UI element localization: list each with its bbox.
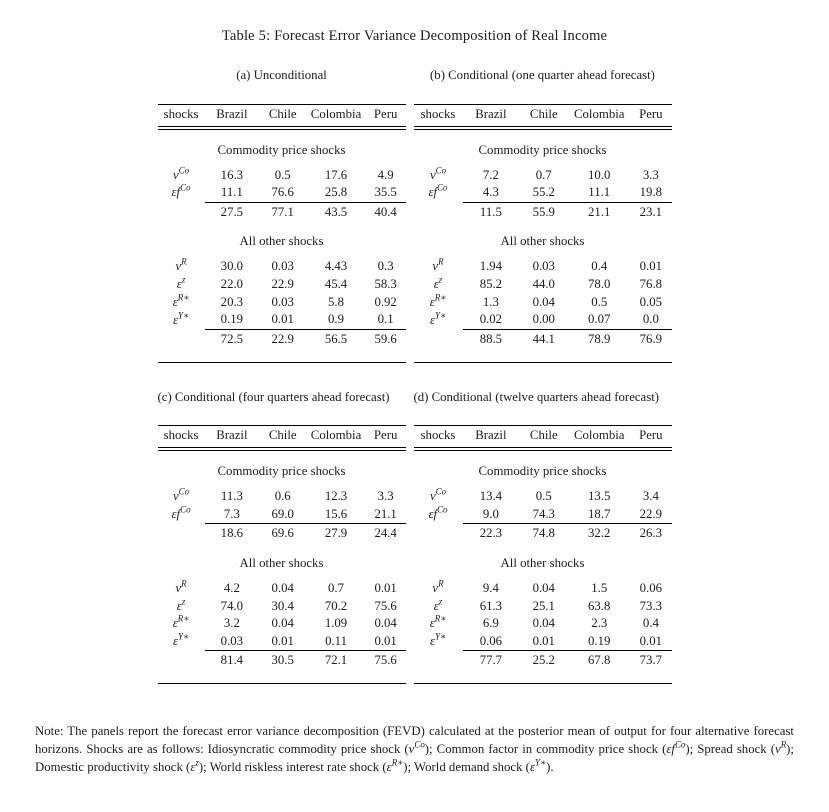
value-cell: 0.04 <box>532 616 555 631</box>
value-cell: 0.05 <box>639 294 663 309</box>
country-column-header: Chile <box>519 104 568 128</box>
shocks-column-header: shocks <box>158 426 205 450</box>
shock-symbol: $\nu^R$ <box>175 257 187 274</box>
section-header: Commodity price shocks <box>217 142 346 157</box>
shock-label <box>158 258 205 276</box>
panel-b <box>414 67 672 363</box>
value-cell: 0.01 <box>639 259 663 274</box>
value-cell: 44.0 <box>532 277 555 292</box>
shock-label <box>414 633 463 651</box>
shock-symbol: $\nu^{Co}$ <box>429 165 447 182</box>
shock-symbol: $\varepsilon f^{Co}$ <box>171 183 191 200</box>
value-cell: 35.5 <box>374 185 397 200</box>
value-cell: 0.06 <box>639 580 663 595</box>
shock-label <box>158 167 205 185</box>
value-cell: 0.06 <box>479 633 503 648</box>
value-cell: 0.02 <box>479 312 503 327</box>
value-cell: 11.1 <box>588 185 611 200</box>
value-cell: 75.6 <box>374 598 397 613</box>
value-cell: 0.11 <box>325 633 347 648</box>
value-cell: 4.3 <box>482 185 499 200</box>
table-bottom-spacer <box>414 670 672 684</box>
note-shock-symbol: $\varepsilon^{Y∗}$ <box>529 758 547 775</box>
shock-row <box>158 167 406 185</box>
total-cell: 27.9 <box>306 524 366 543</box>
value-cell: 1.94 <box>479 259 503 274</box>
value-cell: 18.7 <box>588 506 611 521</box>
value-cell: 0.92 <box>374 294 397 309</box>
value-cell: 0.07 <box>588 312 611 327</box>
shock-symbol: $\varepsilon^z$ <box>433 596 443 613</box>
totals-label-spacer <box>414 329 463 348</box>
total-cell: 44.1 <box>519 329 568 348</box>
section-header-row <box>158 543 406 580</box>
total-cell: 27.5 <box>205 202 260 221</box>
shock-label <box>158 615 205 633</box>
value-cell: 3.2 <box>223 616 240 631</box>
total-cell: 77.7 <box>463 651 520 670</box>
shock-label <box>414 506 463 524</box>
value-cell: 0.01 <box>374 633 397 648</box>
value-cell: 3.3 <box>377 489 394 504</box>
value-cell: 78.0 <box>588 277 611 292</box>
country-column-header: Chile <box>519 426 568 450</box>
shock-row <box>158 506 406 524</box>
shock-label <box>414 294 463 312</box>
total-cell: 59.6 <box>366 329 406 348</box>
shock-row <box>414 598 672 616</box>
total-cell: 77.1 <box>259 202 306 221</box>
shock-label <box>158 276 205 294</box>
totals-row <box>414 651 672 670</box>
totals-label-spacer <box>414 524 463 543</box>
shock-row <box>158 615 406 633</box>
note-shock-symbol: $\varepsilon^{R∗}$ <box>386 758 404 775</box>
value-cell: 0.9 <box>328 312 345 327</box>
section-header-row <box>414 128 672 167</box>
table-bottom-spacer <box>158 349 406 363</box>
section-header: All other shocks <box>500 234 585 249</box>
value-cell: 21.1 <box>374 506 397 521</box>
value-cell: 73.3 <box>639 598 663 613</box>
total-cell: 69.6 <box>259 524 306 543</box>
fevd-table <box>414 104 672 363</box>
section-header: All other shocks <box>239 234 324 249</box>
value-cell: 25.1 <box>532 598 555 613</box>
shock-symbol: $\varepsilon^{Y∗}$ <box>429 631 447 649</box>
fevd-table <box>414 425 672 684</box>
value-cell: 0.03 <box>532 259 555 274</box>
panel-c <box>158 389 406 685</box>
totals-label-spacer <box>414 651 463 670</box>
value-cell: 4.2 <box>223 580 240 595</box>
shock-symbol: $\nu^R$ <box>432 257 444 274</box>
panel-d <box>414 389 672 685</box>
country-column-header: Colombia <box>568 426 630 450</box>
table-bottom-spacer-cell <box>158 349 406 363</box>
fevd-table <box>158 425 406 684</box>
shock-row <box>414 294 672 312</box>
section-header-row <box>414 543 672 580</box>
country-column-header: Brazil <box>463 426 520 450</box>
section-header: All other shocks <box>500 555 585 570</box>
table-content <box>158 67 672 684</box>
value-cell: 61.3 <box>479 598 503 613</box>
shocks-column-header: shocks <box>158 104 205 128</box>
value-cell: 0.5 <box>591 294 608 309</box>
section-header-row <box>158 221 406 258</box>
total-cell: 76.9 <box>630 329 671 348</box>
value-cell: 2.3 <box>591 616 608 631</box>
country-column-header: Chile <box>259 426 306 450</box>
totals-row <box>158 651 406 670</box>
totals-label-spacer <box>414 202 463 221</box>
shock-row <box>414 633 672 651</box>
total-cell: 75.6 <box>366 651 406 670</box>
note-shock-symbol: $\varepsilon f^{Co}$ <box>666 739 686 757</box>
country-column-header: Brazil <box>205 104 260 128</box>
shock-label <box>158 311 205 329</box>
value-cell: 0.7 <box>328 580 345 595</box>
value-cell: 1.09 <box>324 616 348 631</box>
value-cell: 0.4 <box>642 616 659 631</box>
value-cell: 0.4 <box>591 259 608 274</box>
shock-symbol: $\varepsilon^{Y∗}$ <box>172 631 190 649</box>
value-cell: 5.8 <box>328 294 345 309</box>
value-cell: 0.19 <box>588 633 611 648</box>
value-cell: 0.01 <box>532 633 555 648</box>
country-column-header: Peru <box>366 426 406 450</box>
shock-symbol: $\varepsilon^z$ <box>176 274 186 292</box>
total-cell: 11.5 <box>463 202 520 221</box>
shock-row <box>414 506 672 524</box>
shock-symbol: $\varepsilon^{R∗}$ <box>429 613 447 631</box>
value-cell: 0.03 <box>271 294 294 309</box>
panels-row-2 <box>158 389 672 685</box>
value-cell: 1.5 <box>591 580 608 595</box>
total-cell: 22.9 <box>259 329 306 348</box>
value-cell: 0.6 <box>274 489 291 504</box>
shock-row <box>158 488 406 506</box>
country-column-header: Colombia <box>306 426 366 450</box>
shock-label <box>414 311 463 329</box>
value-cell: 58.3 <box>374 277 397 292</box>
column-header-row <box>158 426 406 450</box>
totals-row <box>158 329 406 348</box>
value-cell: 7.3 <box>223 506 240 521</box>
shock-row <box>158 580 406 598</box>
value-cell: 45.4 <box>324 277 348 292</box>
value-cell: 22.0 <box>220 277 244 292</box>
value-cell: 85.2 <box>479 277 503 292</box>
shock-symbol: $\nu^R$ <box>432 578 444 595</box>
value-cell: 0.7 <box>535 167 552 182</box>
value-cell: 74.3 <box>532 506 555 521</box>
shocks-column-header: shocks <box>414 104 463 128</box>
section-header-row <box>414 221 672 258</box>
totals-row <box>414 202 672 221</box>
total-cell: 21.1 <box>568 202 630 221</box>
total-cell: 74.8 <box>519 524 568 543</box>
table-bottom-spacer-cell <box>158 670 406 684</box>
shock-label <box>158 506 205 524</box>
note-shock-symbol: $\varepsilon^z$ <box>190 758 199 775</box>
value-cell: 9.0 <box>482 506 499 521</box>
country-column-header: Peru <box>630 104 671 128</box>
shock-label <box>414 258 463 276</box>
total-cell: 81.4 <box>205 651 260 670</box>
value-cell: 0.04 <box>374 616 397 631</box>
value-cell: 17.6 <box>324 167 348 182</box>
total-cell: 88.5 <box>463 329 520 348</box>
country-column-header: Brazil <box>205 426 260 450</box>
table-bottom-spacer-cell <box>414 349 672 363</box>
shock-row <box>414 580 672 598</box>
value-cell: 30.4 <box>271 598 294 613</box>
panel-caption: (a) Unconditional <box>236 68 327 82</box>
total-cell: 78.9 <box>568 329 630 348</box>
shock-symbol: $\varepsilon^z$ <box>433 274 443 292</box>
section-header-row <box>414 449 672 488</box>
total-cell: 25.2 <box>519 651 568 670</box>
shock-symbol: $\varepsilon^{R∗}$ <box>429 292 447 309</box>
value-cell: 0.0 <box>642 312 659 327</box>
table-title: Table 5: Forecast Error Variance Decomposition of Real Income <box>221 28 608 44</box>
value-cell: 3.4 <box>642 489 659 504</box>
shock-row <box>158 294 406 312</box>
note-shock-symbol: $\nu^{Co}$ <box>408 739 425 757</box>
shock-symbol: $\varepsilon^{R∗}$ <box>172 292 190 309</box>
section-header: Commodity price shocks <box>217 464 346 479</box>
table-bottom-spacer-cell <box>414 670 672 684</box>
shock-row <box>158 633 406 651</box>
value-cell: 0.01 <box>271 633 294 648</box>
total-cell: 73.7 <box>630 651 671 670</box>
value-cell: 1.3 <box>482 294 499 309</box>
value-cell: 0.3 <box>377 259 394 274</box>
column-header-row <box>414 104 672 128</box>
value-cell: 6.9 <box>482 616 499 631</box>
shock-symbol: $\nu^{Co}$ <box>429 486 447 504</box>
value-cell: 0.04 <box>532 294 555 309</box>
value-cell: 25.8 <box>324 185 348 200</box>
value-cell: 20.3 <box>220 294 244 309</box>
column-header-row <box>158 104 406 128</box>
total-cell: 23.1 <box>630 202 671 221</box>
totals-label-spacer <box>158 524 205 543</box>
value-cell: 10.0 <box>588 167 611 182</box>
value-cell: 4.43 <box>324 259 348 274</box>
value-cell: 19.8 <box>639 185 663 200</box>
value-cell: 30.0 <box>220 259 244 274</box>
panel-caption: (c) Conditional (four quarters ahead forecast) <box>157 389 390 404</box>
shock-row <box>414 167 672 185</box>
value-cell: 9.4 <box>482 580 499 595</box>
value-cell: 0.01 <box>639 633 663 648</box>
shock-label <box>414 184 463 202</box>
totals-label-spacer <box>158 202 205 221</box>
section-header: All other shocks <box>239 555 324 570</box>
section-header-row <box>158 449 406 488</box>
shock-row <box>414 615 672 633</box>
panel-caption: (d) Conditional (twelve quarters ahead forecast) <box>413 389 660 404</box>
value-cell: 13.4 <box>479 489 503 504</box>
shock-symbol: $\nu^{Co}$ <box>172 165 190 182</box>
shock-symbol: $\nu^R$ <box>175 578 187 595</box>
value-cell: 55.2 <box>532 185 555 200</box>
value-cell: 0.00 <box>532 312 555 327</box>
value-cell: 3.3 <box>642 167 659 182</box>
country-column-header: Colombia <box>568 104 630 128</box>
total-cell: 67.8 <box>568 651 630 670</box>
value-cell: 12.3 <box>324 489 348 504</box>
shock-label <box>414 598 463 616</box>
shock-symbol: $\varepsilon^{Y∗}$ <box>172 310 190 327</box>
country-column-header: Peru <box>366 104 406 128</box>
value-cell: 15.6 <box>324 506 348 521</box>
value-cell: 63.8 <box>588 598 611 613</box>
total-cell: 18.6 <box>205 524 260 543</box>
value-cell: 0.04 <box>532 580 555 595</box>
shock-row <box>158 311 406 329</box>
shock-label <box>414 167 463 185</box>
value-cell: 22.9 <box>639 506 663 521</box>
shock-row <box>414 184 672 202</box>
value-cell: 70.2 <box>324 598 348 613</box>
section-header-row <box>158 128 406 167</box>
section-header: Commodity price shocks <box>478 464 607 479</box>
value-cell: 0.04 <box>271 580 294 595</box>
value-cell: 0.19 <box>220 312 244 327</box>
table-bottom-spacer <box>414 349 672 363</box>
value-cell: 76.6 <box>271 185 294 200</box>
total-cell: 43.5 <box>306 202 366 221</box>
note-shock-symbol: $\nu^R$ <box>775 739 787 757</box>
column-header-row <box>414 426 672 450</box>
shock-label <box>414 488 463 506</box>
value-cell: 0.03 <box>271 259 294 274</box>
shock-symbol: $\varepsilon^{R∗}$ <box>172 613 190 631</box>
value-cell: 0.5 <box>274 167 291 182</box>
shock-label <box>158 598 205 616</box>
value-cell: 11.1 <box>220 185 243 200</box>
country-column-header: Colombia <box>306 104 366 128</box>
country-column-header: Brazil <box>463 104 520 128</box>
total-cell: 72.5 <box>205 329 260 348</box>
total-cell: 24.4 <box>366 524 406 543</box>
value-cell: 0.01 <box>271 312 294 327</box>
shock-label <box>414 276 463 294</box>
value-cell: 22.9 <box>271 277 294 292</box>
panels-row-1 <box>158 67 672 363</box>
section-header: Commodity price shocks <box>478 142 607 157</box>
value-cell: 16.3 <box>220 167 244 182</box>
panel-a <box>158 67 406 363</box>
total-cell: 30.5 <box>259 651 306 670</box>
totals-row <box>414 329 672 348</box>
total-cell: 22.3 <box>463 524 520 543</box>
value-cell: 0.5 <box>535 489 552 504</box>
shock-row <box>158 184 406 202</box>
value-cell: 4.9 <box>377 167 394 182</box>
value-cell: 74.0 <box>220 598 244 613</box>
totals-label-spacer <box>158 329 205 348</box>
value-cell: 0.03 <box>220 633 244 648</box>
totals-row <box>414 524 672 543</box>
shock-row <box>414 488 672 506</box>
shock-label <box>158 184 205 202</box>
shock-row <box>414 258 672 276</box>
shock-label <box>414 580 463 598</box>
shock-row <box>158 258 406 276</box>
shock-symbol: $\varepsilon f^{Co}$ <box>171 504 191 521</box>
country-column-header: Peru <box>630 426 671 450</box>
total-cell: 40.4 <box>366 202 406 221</box>
shock-symbol: $\nu^{Co}$ <box>172 486 190 504</box>
shocks-column-header: shocks <box>414 426 463 450</box>
value-cell: 13.5 <box>588 489 611 504</box>
value-cell: 7.2 <box>482 167 499 182</box>
shock-row <box>414 311 672 329</box>
total-cell: 55.9 <box>519 202 568 221</box>
shock-symbol: $\varepsilon f^{Co}$ <box>428 504 448 521</box>
table-bottom-spacer <box>158 670 406 684</box>
shock-label <box>158 633 205 651</box>
shock-row <box>158 276 406 294</box>
total-cell: 56.5 <box>306 329 366 348</box>
totals-row <box>158 202 406 221</box>
value-cell: 76.8 <box>639 277 663 292</box>
panel-caption: (b) Conditional (one quarter ahead forecast) <box>430 68 655 82</box>
shock-label <box>158 294 205 312</box>
shock-label <box>158 580 205 598</box>
shock-label <box>158 488 205 506</box>
totals-label-spacer <box>158 651 205 670</box>
table-note: Note: The panels report the forecast error variance decomposition (FEVD) calculated at the posterior mean of output for four alternative forecast horizons. Shocks are as follows: Idiosyncratic commodity price shock $(\nu^{Co})$; Common factor in commodity price shock $(\varepsilon f^{Co})$; Spread shock $(\nu^R)$; Domestic productivity shock $(\varepsilon^z)$; World riskless interest rate shock $(\varepsilon^{R∗})$; World demand shock $(\varepsilon^{Y∗})$. <box>35 724 794 775</box>
shock-row <box>414 276 672 294</box>
value-cell: 11.3 <box>220 489 243 504</box>
country-column-header: Chile <box>259 104 306 128</box>
value-cell: 0.01 <box>374 580 397 595</box>
value-cell: 69.0 <box>271 506 294 521</box>
fevd-table <box>158 104 406 363</box>
shock-symbol: $\varepsilon f^{Co}$ <box>428 183 448 200</box>
total-cell: 26.3 <box>630 524 671 543</box>
total-cell: 32.2 <box>568 524 630 543</box>
total-cell: 72.1 <box>306 651 366 670</box>
totals-row <box>158 524 406 543</box>
shock-symbol: $\varepsilon^z$ <box>176 596 186 613</box>
value-cell: 0.1 <box>377 312 394 327</box>
shock-label <box>414 615 463 633</box>
value-cell: 0.04 <box>271 616 294 631</box>
shock-symbol: $\varepsilon^{Y∗}$ <box>429 310 447 327</box>
shock-row <box>158 598 406 616</box>
